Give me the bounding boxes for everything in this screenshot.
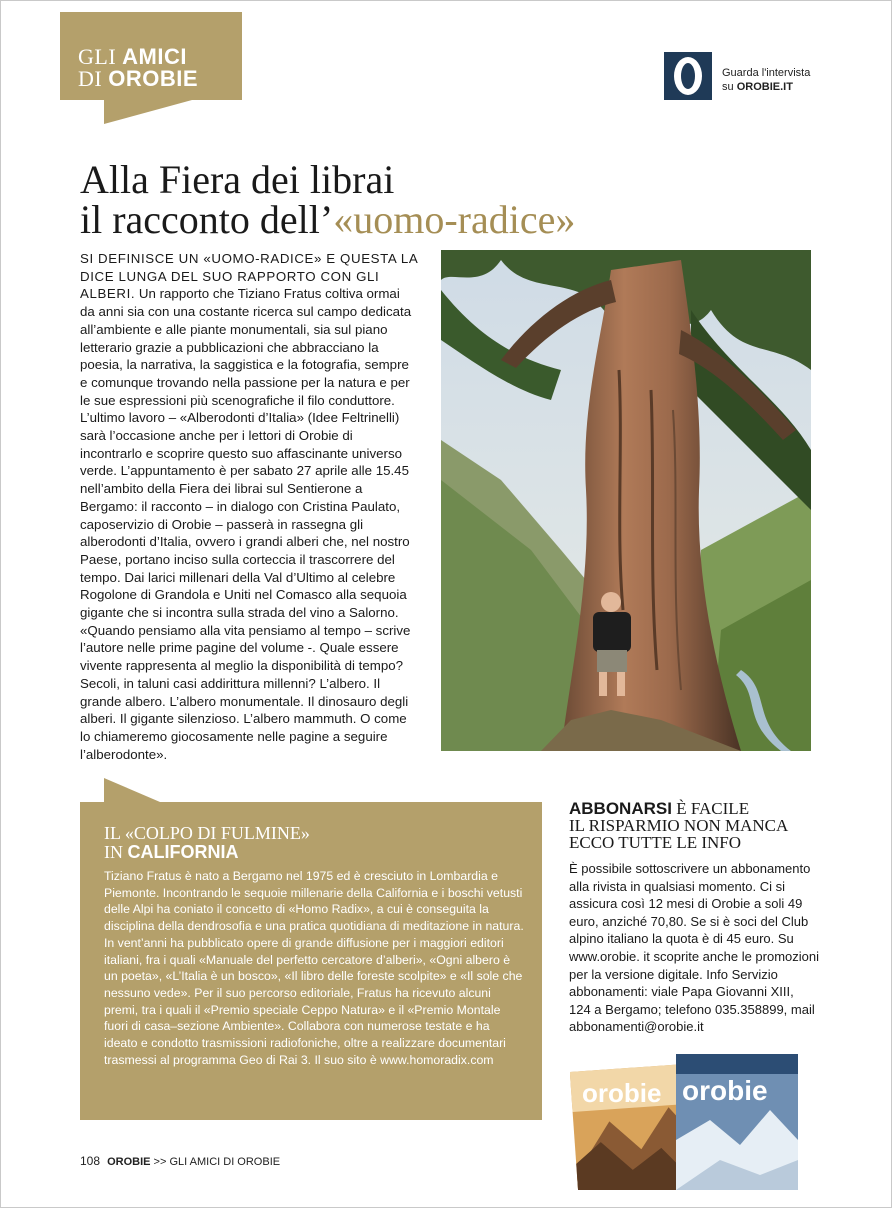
- magazine-covers: [570, 1050, 810, 1190]
- interview-site: OROBIE.IT: [736, 81, 793, 93]
- cover2-title: orobie: [682, 1075, 768, 1106]
- california-title2-b: CALIFORNIA: [127, 842, 239, 862]
- orobie-logo-icon[interactable]: [664, 52, 712, 100]
- california-title2-a: IN: [104, 842, 128, 862]
- article-body: [80, 250, 418, 763]
- section-line1-b: AMICI: [122, 44, 187, 69]
- interview-line1: Guarda l'intervista: [722, 67, 811, 79]
- subscribe-title1-b: È FACILE: [671, 799, 750, 818]
- subscribe-title1-a: ABBONARSI: [569, 799, 672, 818]
- section-tag-tail: [104, 100, 192, 124]
- section-tag-text: [78, 46, 198, 90]
- tree-photo: [441, 250, 811, 751]
- california-box-text: Tiziano Fratus è nato a Bergamo nel 1975 ed è cresciuto in Lombardia e Piemonte. Incontrando le sequoie millenarie della California e i boschi vetusti delle Alpi ha coniato il concetto di «Homo Radix», a cui è conseguita la disciplina della dendrosofia e una pratica quotidiana di meditazione in natura. In vent’anni ha pubblicato opere di grande diffusione per i maggiori editori italiani, fra i quali «Manuale del perfetto cercatore d’alberi», «Ogni albero è un poeta», «L’Italia è un bosco», «Il libro delle foreste scolpite» e «Il sole che nessuno vede». Per il suo percorso editoriale, Fratus ha ricevuto alcuni premi, tra i quali il «Premio speciale Ceppo Natura» e il «Premio Montale fuori di casa–sezione Ambiente». Collabora con numerose testate e ha ideato e condotto trasmissioni radiofoniche, oltre a realizzare documentari trasmessi al programma Geo di Rai 3. Il suo sito è www.homoradix.com: [104, 869, 524, 1067]
- section-line1-a: GLI: [78, 44, 123, 69]
- page-footer: [80, 1154, 280, 1168]
- interview-link[interactable]: [722, 66, 810, 94]
- section-line2-a: DI: [78, 66, 109, 91]
- footer-mag: OROBIE: [107, 1156, 151, 1168]
- article-lead: SI DEFINISCE UN «UOMO-RADICE» E QUESTA LA DICE LUNGA DEL SUO RAPPORTO CON GLI ALBERI.: [80, 251, 418, 302]
- california-box-notch: [104, 778, 160, 802]
- california-box-title: [104, 824, 310, 862]
- tree-photo-illustration: [441, 250, 811, 751]
- article-title: [80, 157, 800, 242]
- section-line2-b: OROBIE: [108, 66, 199, 91]
- california-box: [80, 802, 542, 1120]
- footer-section: >> GLI AMICI DI OROBIE: [150, 1156, 281, 1168]
- california-title1: IL «COLPO DI FULMINE»: [104, 823, 310, 843]
- title-line2-a: il racconto dell’: [80, 197, 334, 242]
- page-number: 108: [80, 1154, 101, 1168]
- cover1-title: orobie: [582, 1078, 662, 1108]
- title-line2-highlight: «uomo-radice»: [333, 197, 576, 242]
- magazine-covers-illustration: [570, 1050, 810, 1190]
- subscribe-title: [569, 800, 829, 851]
- logo-letter-o: [674, 57, 702, 95]
- subscribe-title3: ECCO TUTTE LE INFO: [569, 833, 742, 852]
- title-line1: Alla Fiera dei librai: [80, 157, 395, 202]
- section-tag: [60, 12, 242, 100]
- subscribe-title2: IL RISPARMIO NON MANCA: [569, 816, 789, 835]
- article-text: Un rapporto che Tiziano Fratus coltiva ormai da anni sia con una costante ricerca sul campo dedicata all’ambiente e alle piante monumentali, sia sul piano letterario grazie a pubblicazioni che abbracciano la poesia, la narrativa, la saggistica e la fotografia, sempre e comunque trovando nella passione per la natura e per le sue espressioni più scenografiche il filo conduttore. L’ultimo lavoro – «Alberodonti d’Italia» (Idee Feltrinelli) sarà l’occasione anche per i lettori di Orobie di incontrarlo e scoprire questo suo affascinante universo verde. L’appuntamento è per sabato 27 aprile alle 15.45 nell’ambito della Fiera dei librai sul Sentierone a Bergamo: il racconto – in dialogo con Cristina Paulato, caposervizio di Orobie – passerà in rassegna gli alberodonti d’Italia, ovvero i grandi alberi che, nel nostro Paese, portano inciso sulla corteccia il trascorrere del tempo. Dai larici millenari della Val d’Ultimo al celebre Rogolone di Grandola e Uniti nel Comasco alla sequoia gigante che si incontra sulla strada del vino a Salorno. «Quando pensiamo alla vita pensiamo al tempo – scrive l’autore nelle prime pagine del volume -. Quale essere vivente rappresenta al meglio la disponibilità di tempo? Secoli, in taluni casi addirittura millenni? L’albero. Il grande albero. L’albero monumentale. Il dinosauro degli alberi. Il gigante silenzioso. L’albero mammuth. O come lo chiameremo giocosamente nelle pagine a seguire l’alberodonte».: [80, 286, 412, 762]
- subscribe-text: È possibile sottoscrivere un abbonamento alla rivista in qualsiasi momento. Ci si assicura così 12 mesi di Orobie a soli 49 euro, anziché 70,80. Se si è soci del Club alpino italiano la quota è di 45 euro. Su www.orobie. it scoprite anche le promozioni per la versione digitale. Info Servizio abbonamenti: viale Papa Giovanni XIII, 124 a Bergamo; telefono 035.358899, mail abbonamenti@orobie.it: [569, 861, 820, 1035]
- interview-line2-a: su: [722, 81, 737, 93]
